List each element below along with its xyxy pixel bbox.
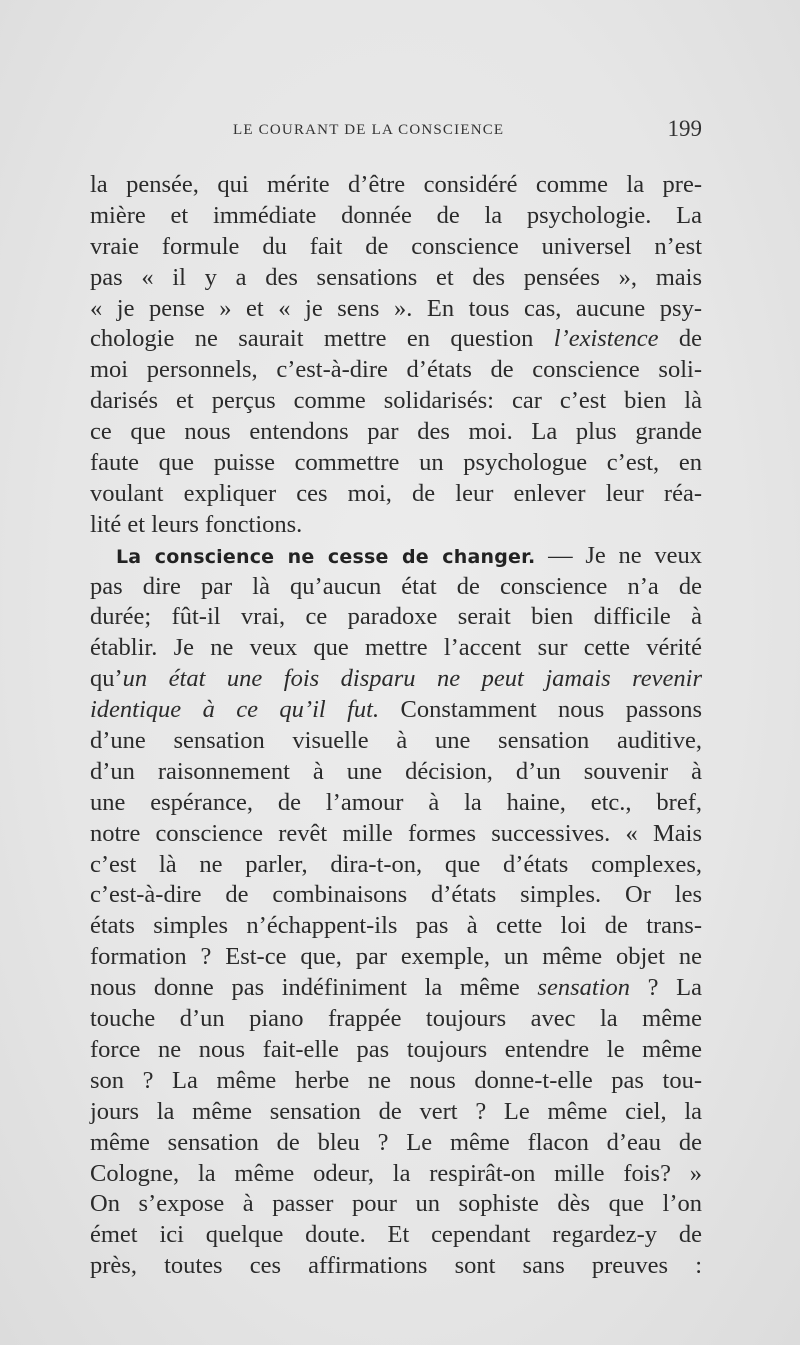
text-line <box>90 788 702 819</box>
text-segment: d’un raisonnement à une décision, d’un souvenir à <box>90 757 702 785</box>
text-segment: darisés et perçus comme solidarisés: car c’est bien là <box>90 387 702 415</box>
text-segment: mière et immédiate donnée de la psychologie. La <box>90 201 702 229</box>
text-segment: voulant expliquer ces moi, de leur enlever leur réa- <box>90 479 702 507</box>
text-line <box>90 1128 702 1159</box>
text-segment: la pensée, qui mérite d’être considéré comme la pre- <box>90 171 702 198</box>
text-line <box>90 633 702 664</box>
text-segment: notre conscience revêt mille formes successives. « Mais <box>90 819 702 847</box>
section-heading: La conscience ne cesse de changer. <box>116 545 536 568</box>
text-segment: ? La <box>629 974 702 1002</box>
text-segment: Constamment nous passons <box>379 696 702 724</box>
text-line <box>90 479 702 510</box>
text-segment: chologie ne saurait mettre en question <box>90 325 554 353</box>
text-line <box>90 541 702 572</box>
page-number: 199 <box>667 116 702 141</box>
text-segment: vraie formule du fait de conscience universel n’est <box>90 232 702 260</box>
text-line <box>90 1004 702 1035</box>
text-segment: son ? La même herbe ne nous donne-t-elle pas tou- <box>90 1066 702 1094</box>
italic-text: identique à ce qu’il fut. <box>90 696 380 724</box>
text-line <box>90 1220 702 1251</box>
italic-text: un état une fois disparu ne peut jamais revenir <box>122 665 702 693</box>
text-line <box>90 324 702 355</box>
italic-text: sensation <box>537 974 630 1002</box>
text-segment: pas « il y a des sensations et des pensées », mais <box>90 263 702 291</box>
text-segment: moi personnels, c’est-à-dire d’états de conscience soli- <box>90 356 702 384</box>
text-segment: c’est là ne parler, dira-t-on, que d’états complexes, <box>90 850 702 878</box>
text-line <box>90 726 702 757</box>
text-line <box>90 973 702 1004</box>
text-line <box>90 819 702 850</box>
text-line <box>90 1189 702 1220</box>
text-segment: émet ici quelque doute. Et cependant regardez-y de <box>90 1221 702 1249</box>
text-segment: établir. Je ne veux que mettre l’accent sur cette vérité <box>90 634 702 662</box>
text-line <box>90 1097 702 1128</box>
text-line <box>90 757 702 788</box>
text-line <box>90 232 702 263</box>
text-segment: ce que nous entendons par des moi. La plus grande <box>90 418 702 446</box>
text-segment: formation ? Est-ce que, par exemple, un même objet ne <box>90 943 702 971</box>
text-line <box>90 417 702 448</box>
text-line <box>90 850 702 881</box>
text-line <box>90 880 702 911</box>
text-segment: d’une sensation visuelle à une sensation auditive, <box>90 727 702 755</box>
text-segment: « je pense » et « je sens ». En tous cas, aucune psy- <box>90 294 702 322</box>
text-segment: pas dire par là qu’aucun état de conscience n’a de <box>90 572 702 600</box>
text-segment: faute que puisse commettre un psychologue c’est, en <box>90 449 702 477</box>
text-line <box>90 510 702 541</box>
text-line <box>90 263 702 294</box>
running-head <box>90 118 702 144</box>
text-line <box>90 1035 702 1066</box>
text-line <box>90 1251 702 1282</box>
text-line <box>90 1159 702 1190</box>
text-segment: — Je ne veux <box>535 541 702 569</box>
text-line <box>90 294 702 325</box>
text-segment: qu’ <box>90 665 123 693</box>
body-text <box>90 170 702 1282</box>
italic-text: l’existence <box>553 325 659 353</box>
text-segment: états simples n’échappent-ils pas à cette loi de trans- <box>90 912 702 940</box>
text-line <box>90 448 702 479</box>
text-line <box>90 170 702 201</box>
text-segment: force ne nous fait-elle pas toujours entendre le même <box>90 1035 702 1063</box>
text-line <box>90 695 702 726</box>
text-segment: de <box>658 325 702 353</box>
text-line <box>90 572 702 603</box>
text-line <box>90 386 702 417</box>
text-segment: c’est-à-dire de combinaisons d’états simples. Or les <box>90 881 702 909</box>
text-segment: touche d’un piano frappée toujours avec la même <box>90 1005 702 1033</box>
text-line <box>90 201 702 232</box>
text-segment: lité et leurs fonctions. <box>90 510 303 538</box>
text-line <box>90 602 702 633</box>
text-segment: une espérance, de l’amour à la haine, etc., bref, <box>90 788 702 816</box>
text-line <box>90 1066 702 1097</box>
text-segment: Cologne, la même odeur, la respirât-on mille fois? » <box>90 1159 702 1187</box>
text-segment: On s’expose à passer pour un sophiste dès que l’on <box>90 1190 702 1218</box>
text-line <box>90 911 702 942</box>
text-segment: près, toutes ces affirmations sont sans preuves : <box>90 1252 702 1280</box>
text-segment: même sensation de bleu ? Le même flacon d’eau de <box>90 1128 702 1156</box>
running-title: LE COURANT DE LA CONSCIENCE <box>233 122 505 138</box>
text-line <box>90 664 702 695</box>
text-segment: nous donne pas indéfiniment la même <box>90 974 538 1002</box>
text-line <box>90 942 702 973</box>
text-line <box>90 355 702 386</box>
text-segment: durée; fût-il vrai, ce paradoxe serait bien difficile à <box>90 603 702 631</box>
text-segment: jours la même sensation de vert ? Le même ciel, la <box>90 1097 702 1125</box>
